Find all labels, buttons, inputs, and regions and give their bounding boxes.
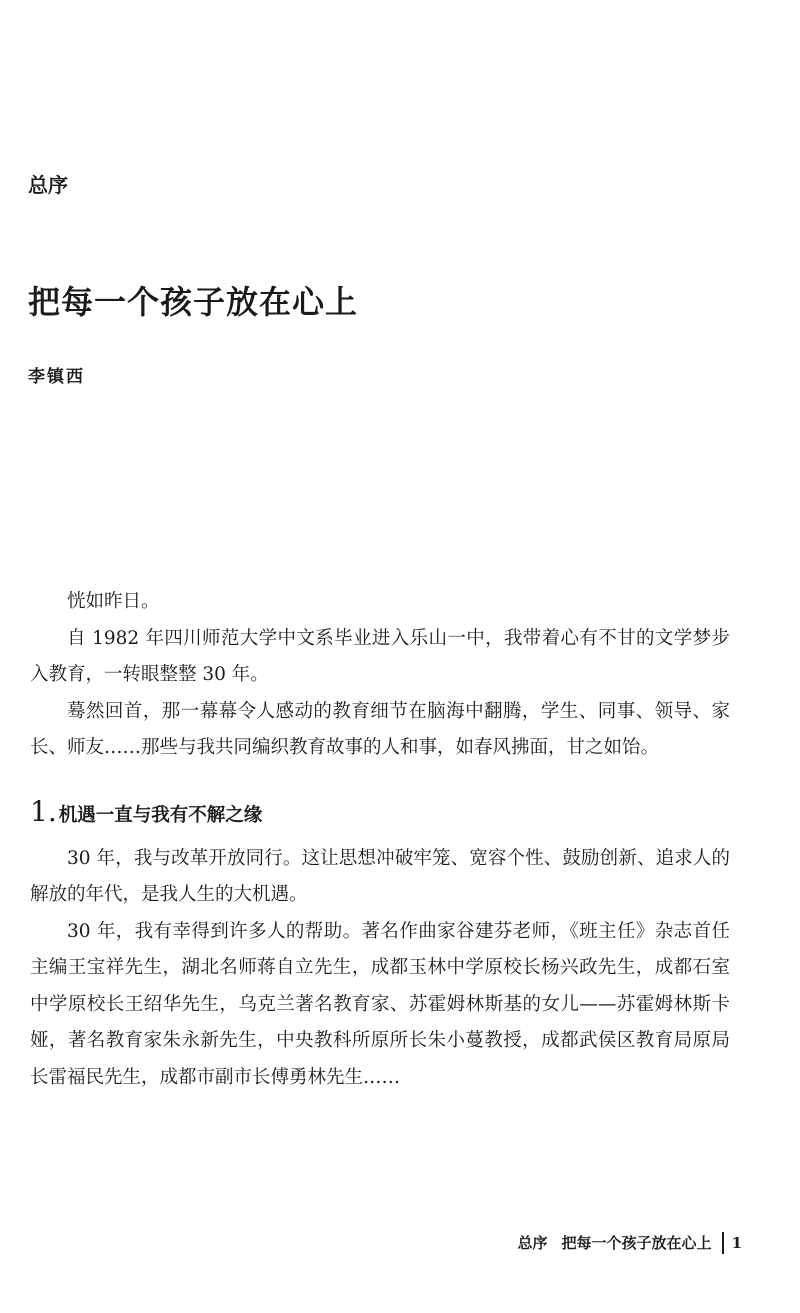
footer-section: 总序: [517, 1234, 548, 1252]
footer-divider: [722, 1232, 724, 1254]
running-footer: [518, 1232, 742, 1254]
section-heading: [30, 793, 730, 835]
section-label: 总序: [28, 173, 68, 197]
paragraph: 自 1982 年四川师范大学中文系毕业进入乐山一中，我带着心有不甘的文学梦步入教育，一转眼整整 30 年。: [30, 627, 730, 685]
author-name: 李镇西: [28, 367, 85, 387]
paragraph: 蓦然回首，那一幕幕令人感动的教育细节在脑海中翻腾，学生、同事、领导、家长、师友……那些与我共同编织教育故事的人和事，如春风拂面，甘之如饴。: [30, 700, 730, 758]
paragraph: 恍如昨日。: [67, 591, 160, 612]
body-text: [30, 584, 730, 1096]
section-heading-text: 机遇一直与我有不解之缘: [58, 804, 263, 826]
paragraph: 30 年，我与改革开放同行。这让思想冲破牢笼、宽容个性、鼓励创新、追求人的解放的年代，是我人生的大机遇。: [30, 847, 730, 905]
footer-title: 把每一个孩子放在心上: [561, 1234, 712, 1252]
page-title: 把每一个孩子放在心上: [28, 283, 359, 321]
section-number: 1.: [30, 794, 57, 828]
paragraph: 30 年，我有幸得到许多人的帮助。著名作曲家谷建芬老师，《班主任》杂志首任主编王宝祥先生，湖北名师蒋自立先生，成都玉林中学原校长杨兴政先生，成都石室中学原校长王绍华先生，乌克兰著名教育家、苏霍姆林斯基的女儿——苏霍姆林斯卡娅，著名教育家朱永新先生，中央教科所原所长朱小蔓教授，成都武侯区教育局原局长雷福民先生，成都市副市长傅勇林先生……: [30, 920, 730, 1088]
page-number: 1: [731, 1234, 742, 1252]
